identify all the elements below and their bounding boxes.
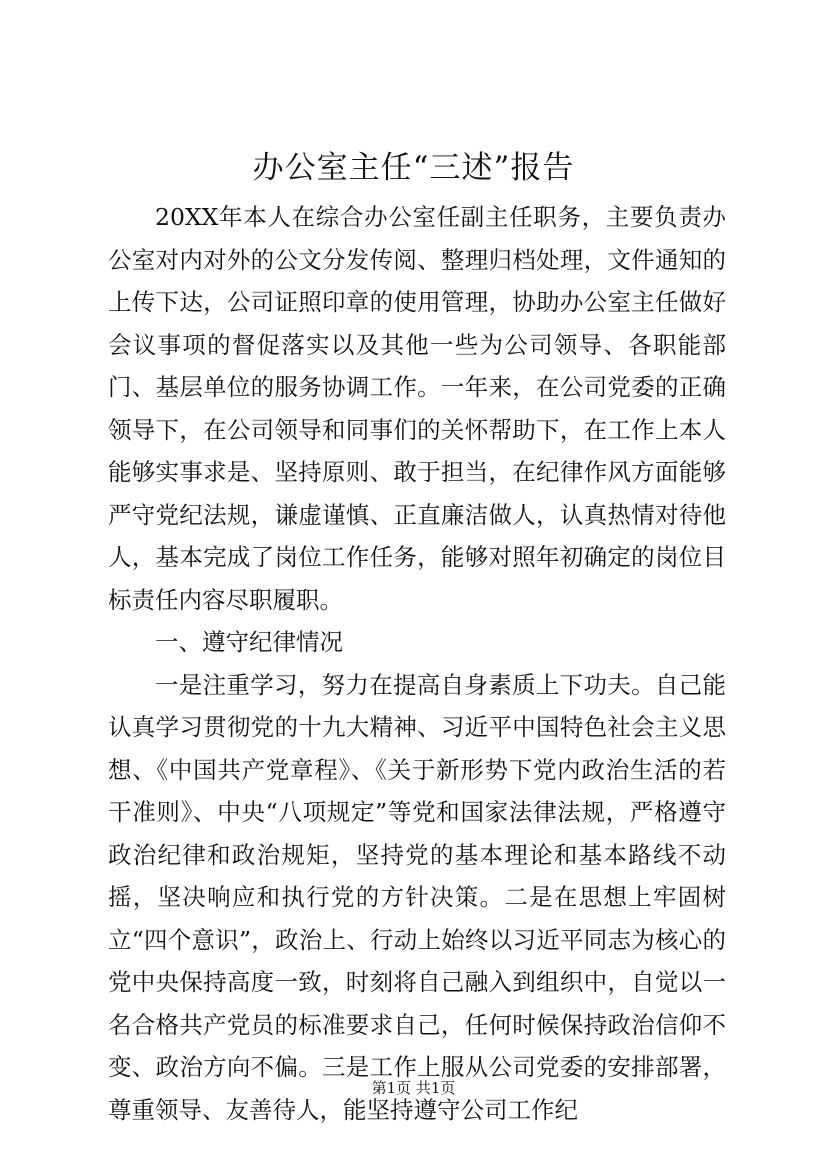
- document-title: 办公室主任“三述”报告: [252, 150, 575, 186]
- section-heading: 一、遵守纪律情况: [155, 628, 343, 656]
- body-paragraph: 一是注重学习，努力在提高自身素质上下功夫。自己能认真学习贯彻党的十九大精神、习近平中国特色社会主义思想、《中国共产党章程》、《关于新形势下党内政治生活的若干准则》、中央“八项规定”等党和国家法律法规，严格遵守政治纪律和政治规矩，坚持党的基本理论和基本路线不动摇，坚决响应和执行党的方针决策。二是在思想上牢固树立“四个意识”，政治上、行动上始终以习近平同志为核心的党中央保持高度一致，时刻将自己融入到组织中，自觉以一名合格共产党员的标准要求自己，任何时候保持政治信仰不变、政治方向不偏。三是工作上服从公司党委的安排部署，尊重领导、友善待人，能坚持遵守公司工作纪: [108, 670, 726, 1124]
- page-footer: 第1页 共1页: [371, 1079, 456, 1097]
- intro-paragraph: 20XX年本人在综合办公室任副主任职务，主要负责办公室对内对外的公文分发传阅、整理归档处理，文件通知的上传下达，公司证照印章的使用管理，协助办公室主任做好会议事项的督促落实以及其他一些为公司领导、各职能部门、基层单位的服务协调工作。一年来，在公司党委的正确领导下，在公司领导和同事们的关怀帮助下，在工作上本人能够实事求是、坚持原则、敢于担当，在纪律作风方面能够严守党纪法规，谦虚谨慎、正直廉洁做人，认真热情对待他人，基本完成了岗位工作任务，能够对照年初确定的岗位目标责任内容尽职履职。: [108, 203, 726, 614]
- document-body: [108, 196, 726, 1131]
